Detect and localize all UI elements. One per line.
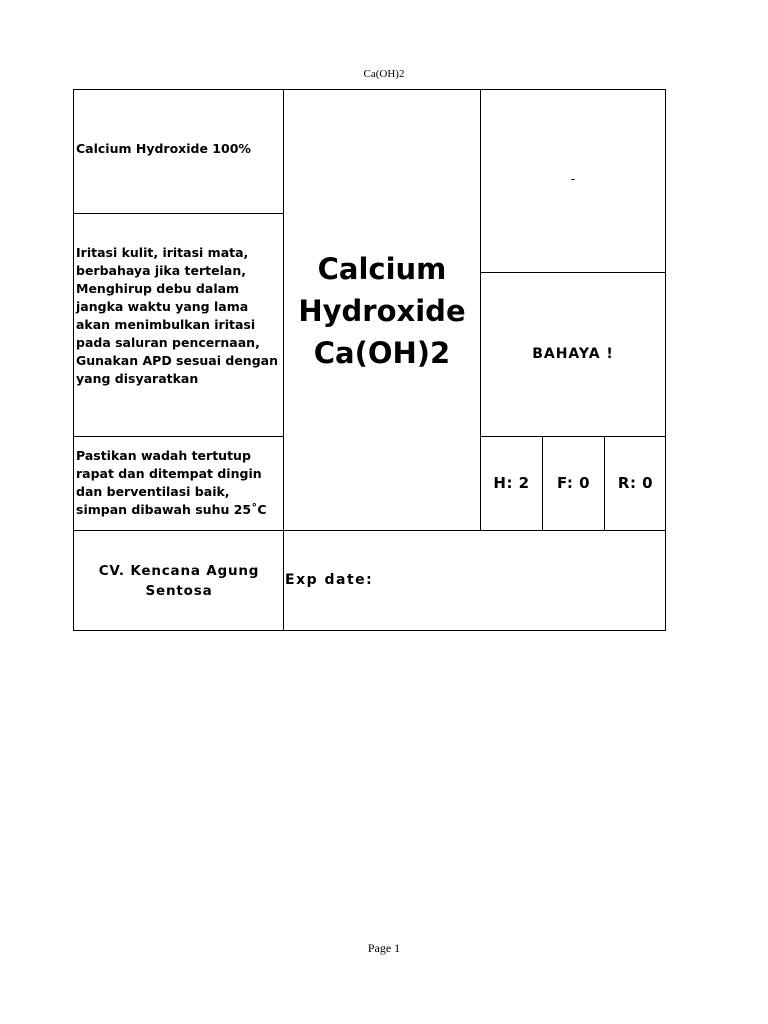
divider-composition: [74, 213, 283, 214]
composition-text: Calcium Hydroxide 100%: [76, 141, 251, 156]
page-footer: Page 1: [367, 941, 401, 955]
hazard-symbol-placeholder: -: [570, 172, 576, 187]
company-name: CV. Kencana Agung Sentosa: [98, 563, 260, 599]
page-header: Ca(OH)2: [363, 68, 405, 80]
divider-signal: [480, 436, 665, 437]
divider-symbol: [480, 272, 665, 273]
product-name-line-1: Calcium: [317, 252, 447, 286]
divider-hazard: [74, 436, 283, 437]
hazard-statement-text: Iritasi kulit, iritasi mata, berbahaya jika tertelan, Menghirup debu dalam jangka waktu yang lama akan menimbulkan iritasi pada saluran pencernaan, Gunakan APD sesuai dengan yang disyaratkan: [76, 245, 278, 386]
storage-text: Pastikan wadah tertutup rapat dan ditempat dingin dan berventilasi baik, simpan dibawah suhu 25˚C: [76, 448, 267, 517]
health-rating: H: 2: [493, 474, 530, 492]
product-name-line-2: Hydroxide: [298, 294, 466, 328]
divider-footer-row: [74, 530, 665, 531]
divider-right-column: [480, 90, 481, 531]
signal-word: BAHAYA !: [532, 346, 614, 362]
product-name: [284, 248, 480, 374]
reactivity-rating: R: 0: [617, 474, 654, 492]
product-formula: Ca(OH)2: [313, 336, 451, 370]
chemical-label: [73, 89, 666, 631]
exp-date-label: Exp date:: [285, 572, 374, 588]
flammability-rating: F: 0: [556, 474, 591, 492]
